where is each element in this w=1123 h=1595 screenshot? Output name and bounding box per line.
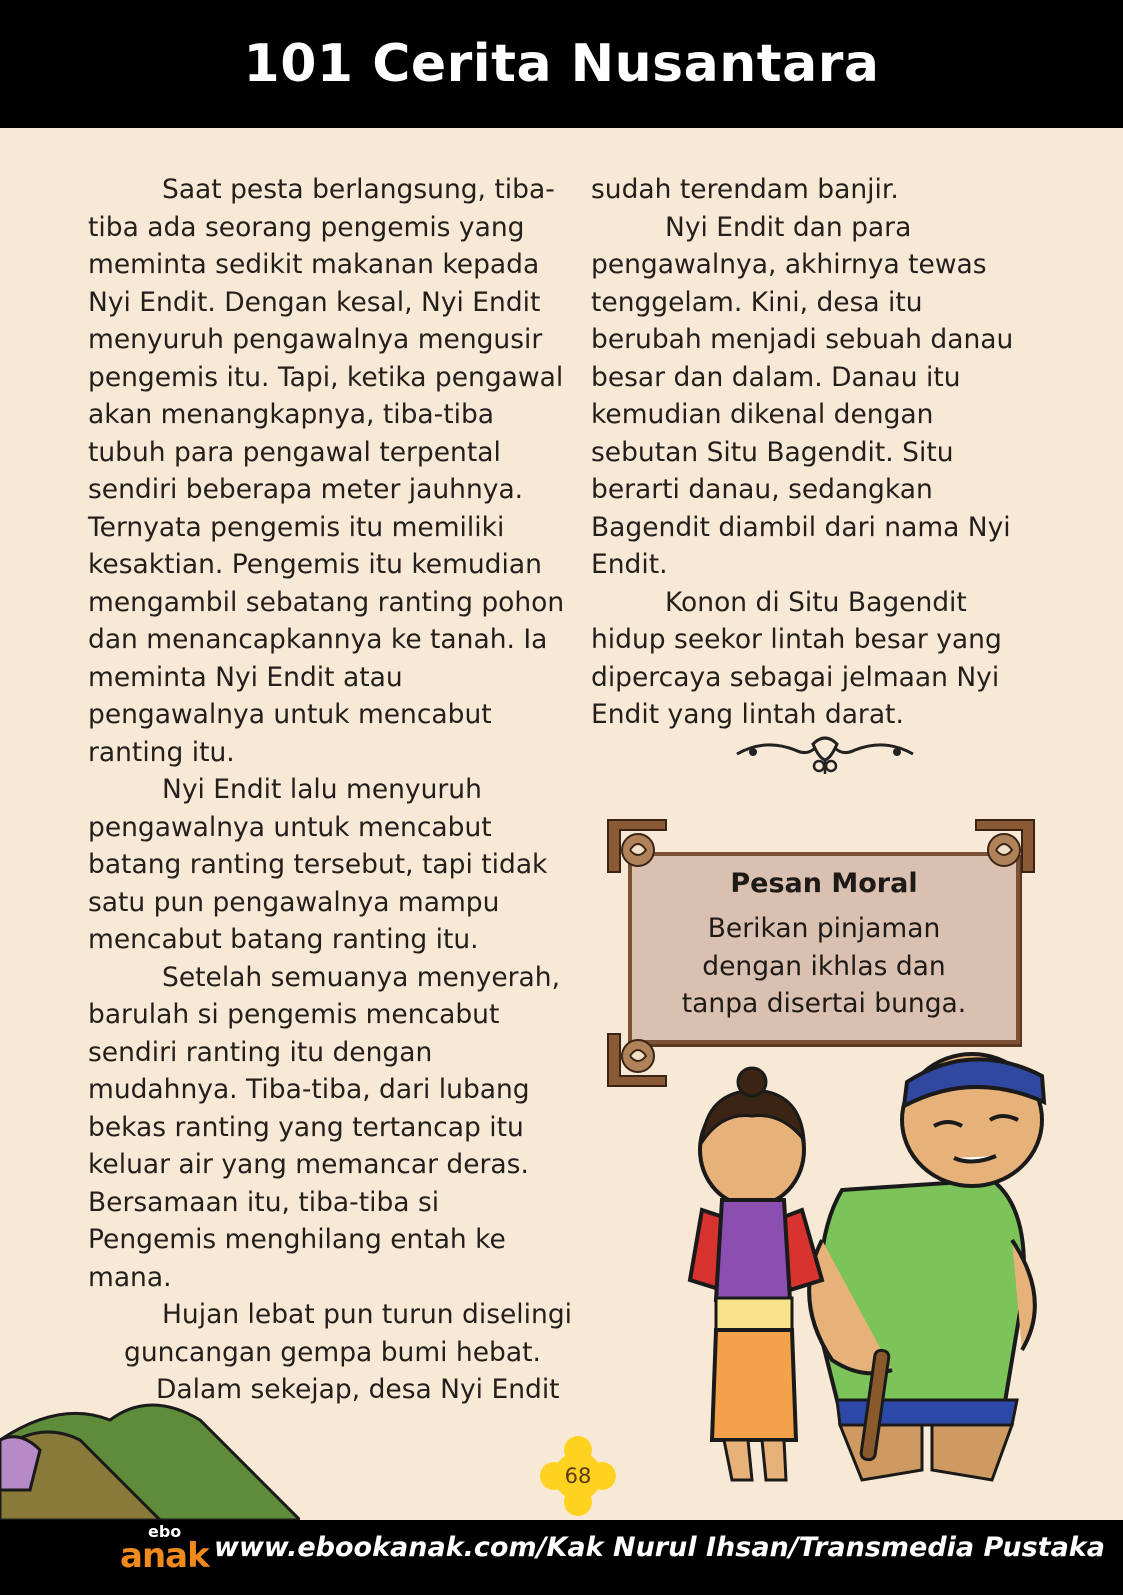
closing-line: Hujan lebat pun turun diselingi [162, 1299, 573, 1330]
moral-line: tanpa disertai bunga. [681, 988, 967, 1019]
paragraph: Nyi Endit dan para pengawalnya, akhirnya tewas tenggelam. Kini, desa itu berubah menjadi sebuah danau besar dan dalam. Danau itu kemudian dikenal dengan sebutan Situ Bagendit. Situ berarti danau, sedangkan Bagendit diambil dari nama Nyi Endit. [591, 211, 1014, 580]
book-title: 101 Cerita Nusantara [243, 34, 880, 94]
closing-line: Dalam sekejap, desa Nyi Endit [156, 1374, 560, 1405]
paragraph: Nyi Endit lalu menyuruh pengawalnya untuk mencabut batang ranting tersebut, tapi tidak satu pun pengawalnya mampu mencabut batang ranting itu. [88, 774, 548, 955]
moral-text [628, 910, 1020, 1023]
divider-ornament-icon [735, 734, 915, 778]
man-figure [809, 1054, 1044, 1480]
story-right-column [591, 171, 1041, 734]
corner-ornament-icon [602, 814, 672, 878]
moral-line: dengan ikhlas dan [702, 950, 946, 982]
page-header [0, 0, 1123, 128]
page-number: 68 [564, 1464, 592, 1488]
moral-title: Pesan Moral [730, 868, 918, 899]
logo-top-text: ebo [148, 1522, 182, 1541]
closing-line: guncangan gempa bumi hebat. [124, 1336, 541, 1368]
paragraph: sudah terendam banjir. [591, 174, 899, 205]
footer-credit: www.ebookanak.com/Kak Nurul Ihsan/Transmedia Pustaka [214, 1532, 1105, 1563]
corner-ornament-icon [970, 814, 1040, 878]
characters-illustration [672, 1040, 1092, 1510]
ebookanak-logo [118, 1522, 214, 1576]
paragraph: Saat pesta berlangsung, tiba-tiba ada seorang pengemis yang meminta sedikit makanan kepada Nyi Endit. Dengan kesal, Nyi Endit menyuruh pengawalnya mengusir pengemis itu. Tapi, ketika pengawal akan menangkapnya, tiba-tiba tubuh para pengawal terpental sendiri beberapa meter jauhnya. Ternyata pengemis itu memiliki kesaktian. Pengemis itu kemudian mengambil sebatang ranting pohon dan menancapkannya ke tanah. Ia meminta Nyi Endit atau pengawalnya untuk mencabut ranting itu. [88, 174, 565, 768]
paragraph: Konon di Situ Bagendit hidup seekor lintah besar yang dipercaya sebagai jelmaan Nyi Endit yang lintah darat. [591, 586, 1002, 730]
moral-line: Berikan pinjaman [707, 913, 941, 944]
girl-figure [690, 1068, 822, 1480]
landscape-decoration [0, 1380, 300, 1520]
story-left-column [88, 171, 573, 1409]
page-number-badge [538, 1436, 618, 1516]
paragraph: Setelah semuanya menyerah, barulah si pengemis mencabut sendiri ranting itu dengan mudahnya. Tiba-tiba, dari lubang bekas ranting yang tertancap itu keluar air yang memancar deras. Bersamaan itu, tiba-tiba si Pengemis menghilang entah ke mana. [88, 961, 560, 1293]
corner-ornament-icon [602, 1028, 672, 1092]
logo-bottom-text: anak [120, 1536, 209, 1576]
